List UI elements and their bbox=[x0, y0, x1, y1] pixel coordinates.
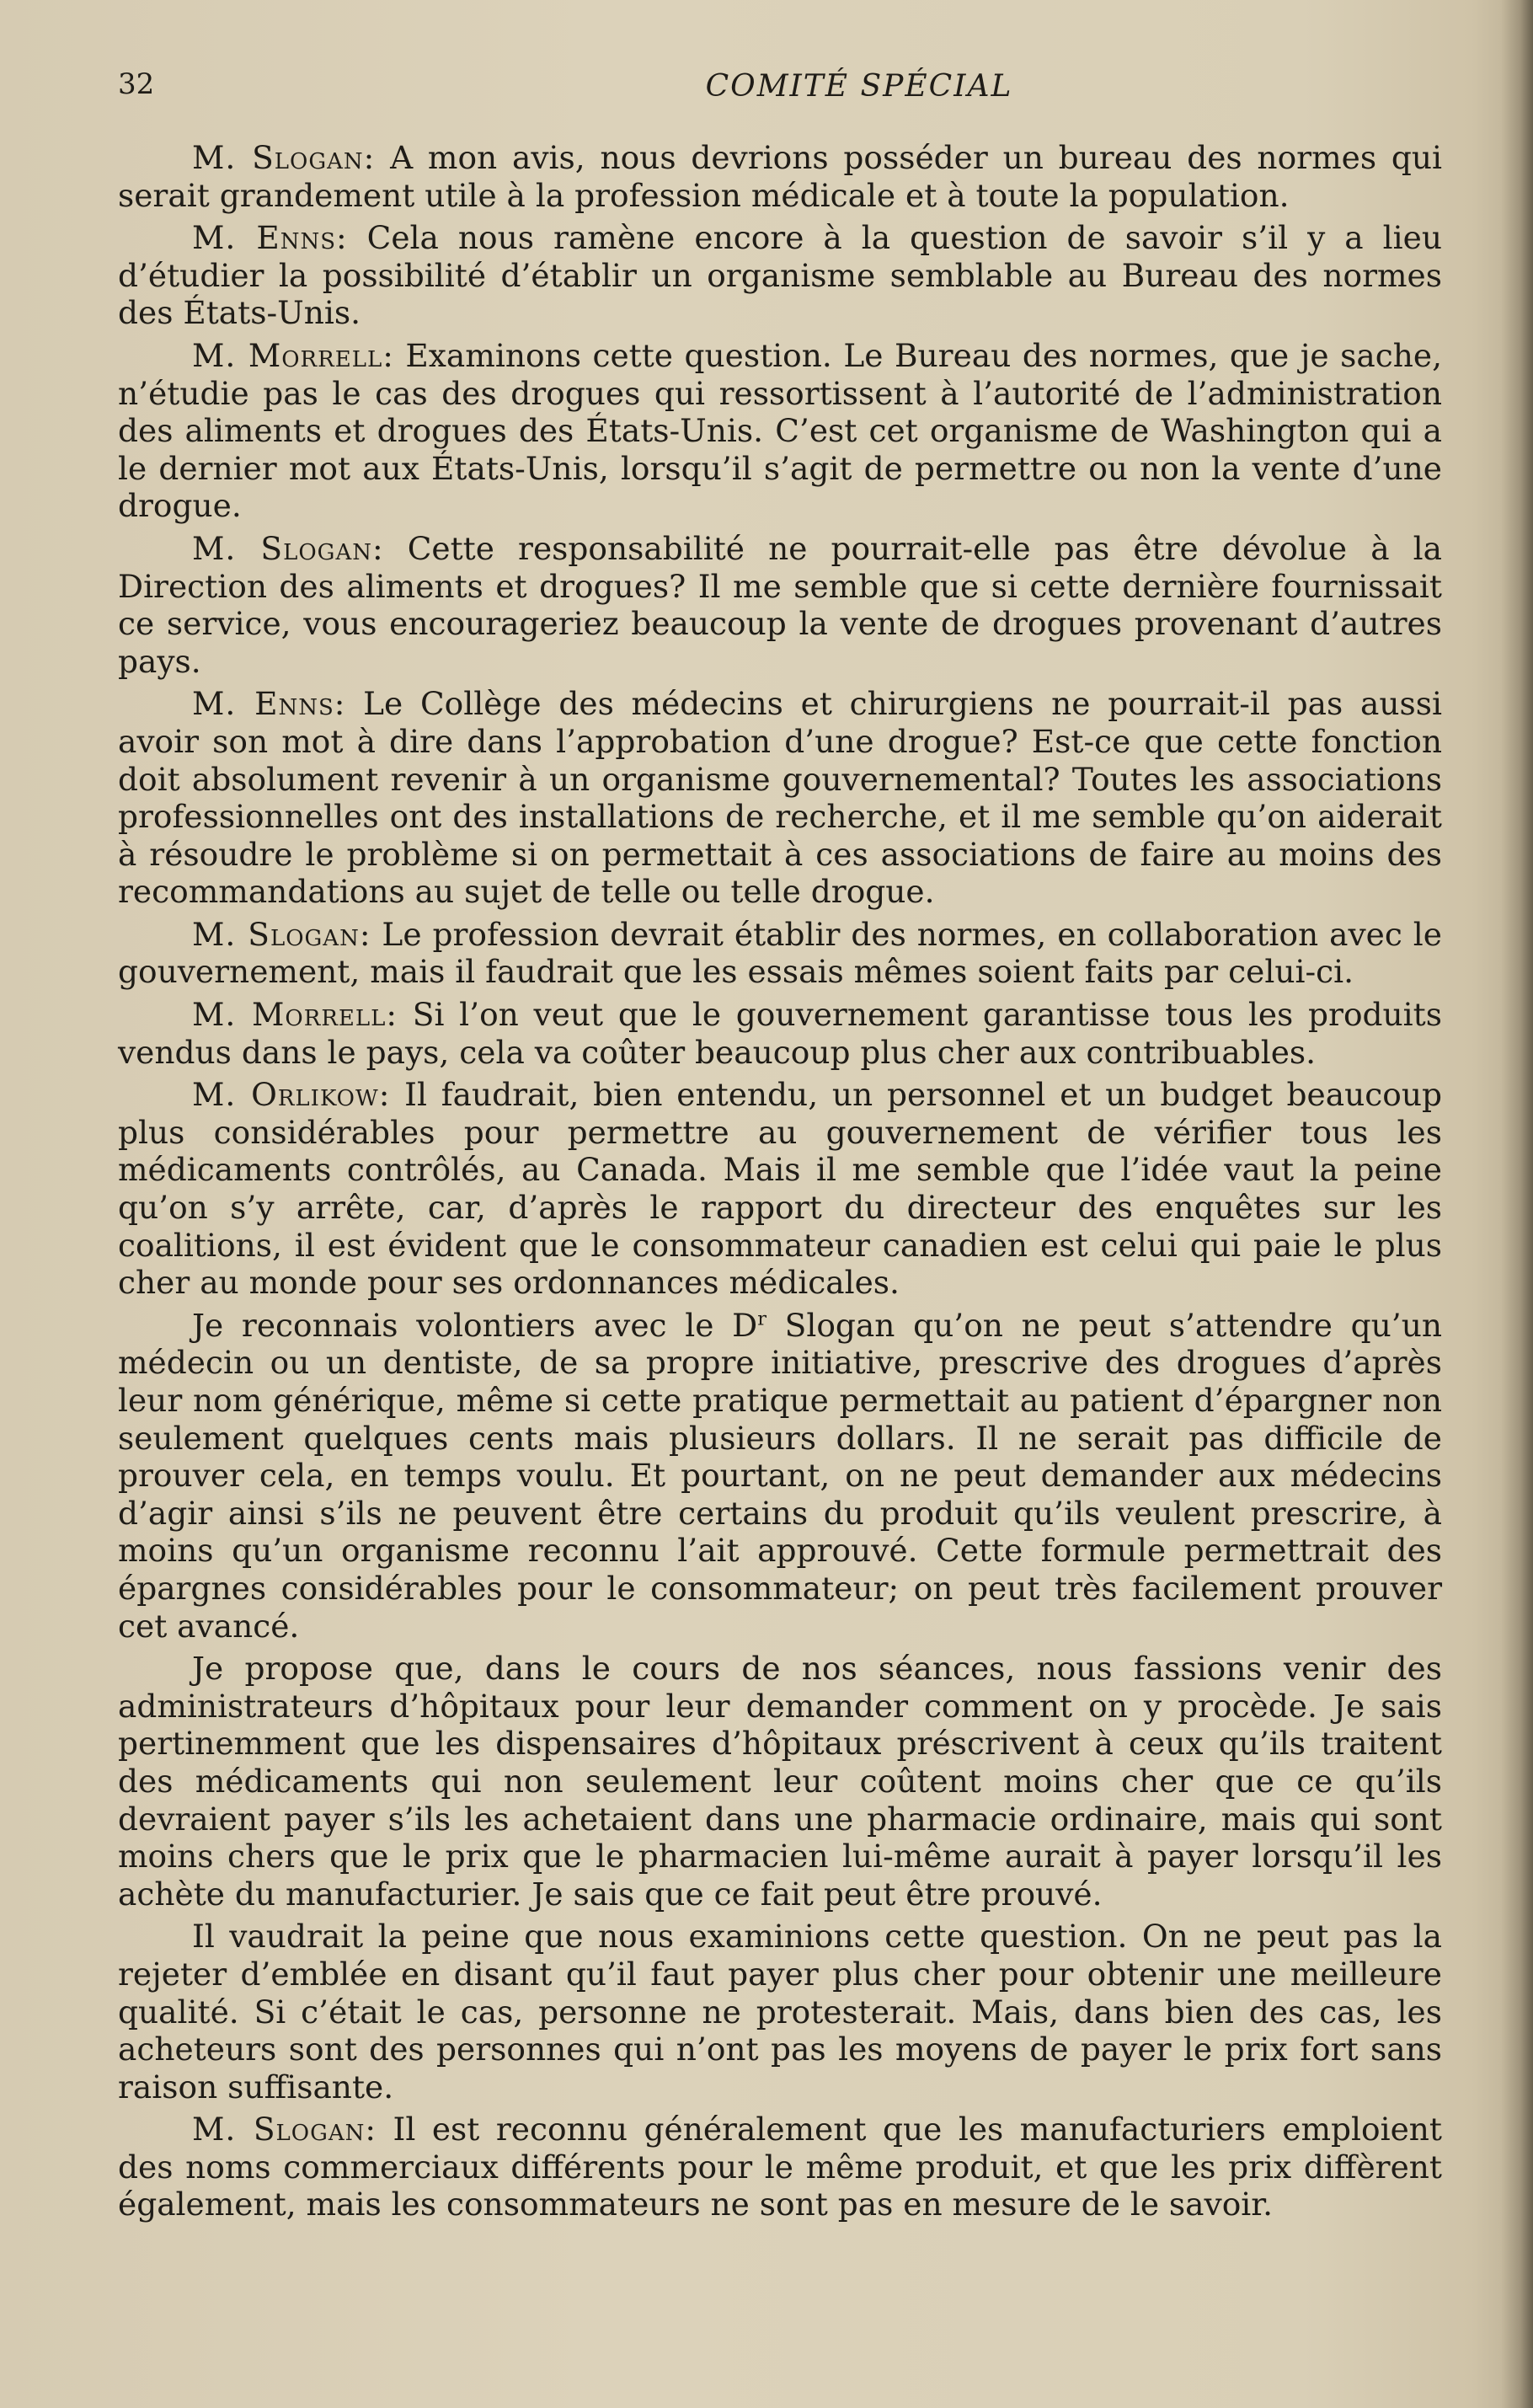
running-title: COMITÉ SPÉCIAL bbox=[705, 69, 1013, 104]
title-superscript: r bbox=[757, 1308, 766, 1330]
page-number: 32 bbox=[118, 67, 155, 101]
body-text bbox=[118, 139, 1442, 2229]
paragraph bbox=[118, 139, 1442, 214]
speaker-name: M. Orlikow: bbox=[192, 1076, 391, 1114]
paragraph bbox=[118, 2111, 1442, 2223]
paragraph-text: Le Collège des médecins et chirurgiens ne pourrait-il pas aussi avoir son mot à dire dans l’approbation d’une drogue? Est-ce que cette fonction doit absolument revenir à un organisme gouvernemental? Toutes les associations professionnelles ont des installations de recherche, et il me semble qu’on aiderait à résoudre le problème si on permettait à ces associations de faire au moins des recommandations au sujet de telle ou telle drogue. bbox=[118, 685, 1442, 911]
paragraph bbox=[118, 996, 1442, 1071]
paragraph-text: Examinons cette question. Le Bureau des normes, que je sache, n’étudie pas le cas des drogues qui ressortissent à l’autorité de l’administration des aliments et drogues des États-Unis. C’est cet organisme de Washington qui a le dernier mot aux États-Unis, lorsqu’il s’agit de permettre ou non la vente d’une drogue. bbox=[118, 336, 1442, 525]
speaker-name: M. Enns: bbox=[192, 685, 346, 723]
paragraph-text: Si l’on veut que le gouvernement garantisse tous les produits vendus dans le pays, cela va coûter beaucoup plus cher aux contribuables. bbox=[118, 996, 1442, 1071]
paragraph bbox=[118, 916, 1442, 991]
paragraph-text: Il est reconnu généralement que les manufacturiers emploient des noms commerciaux différents pour le même produit, et que les prix diffèrent également, mais les consommateurs ne sont pas en mesure de le savoir. bbox=[118, 2111, 1442, 2223]
page-edge-shadow bbox=[1501, 0, 1533, 2408]
paragraph-text: Cette responsabilité ne pourrait-elle pas être dévolue à la Direction des aliments et drogues? Il me semble que si cette dernière fournissait ce service, vous encourageriez beaucoup la vente de drogues provenant d’autres pays. bbox=[118, 529, 1442, 680]
speaker-name: M. Slogan: bbox=[192, 139, 376, 176]
paragraph-text: A mon avis, nous devrions posséder un bureau des normes qui serait grandement utile à la profession médicale et à toute la population. bbox=[118, 139, 1442, 214]
paragraph bbox=[118, 1076, 1442, 1302]
paragraph bbox=[118, 337, 1442, 525]
paragraph-text: Le profession devrait établir des normes, en collaboration avec le gouvernement, mais il faudrait que les essais mêmes soient faits par celui-ci. bbox=[118, 915, 1442, 991]
paragraph-text: Je reconnais volontiers avec le D bbox=[192, 1306, 758, 1344]
paragraph-text-continued: Slogan qu’on ne peut s’attendre qu’un médecin ou un dentiste, de sa propre initiative, prescrive des drogues d’après leur nom générique, même si cette pratique permettait au patient d’épargner non seulement quelques cents mais plusieurs dollars. Il ne serait pas difficile de prouver cela, en temps voulu. Et pourtant, on ne peut demander aux médecins d’agir ainsi s’ils ne peuvent être certains du produit qu’ils veulent prescrire, à moins qu’un organisme reconnu l’ait approuvé. Cette formule permettrait des épargnes considérables pour le consommateur; on peut très facilement prouver cet avancé. bbox=[118, 1306, 1442, 1645]
paragraph bbox=[118, 1650, 1442, 1913]
speaker-name: M. Slogan: bbox=[192, 2111, 377, 2148]
paragraph-text: Cela nous ramène encore à la question de savoir s’il y a lieu d’étudier la possibilité d’établir un organisme semblable au Bureau des normes des États-Unis. bbox=[118, 219, 1442, 332]
paragraph bbox=[118, 685, 1442, 911]
speaker-name: M. Slogan: bbox=[192, 915, 371, 953]
page-header bbox=[118, 67, 1440, 110]
speaker-name: M. Enns: bbox=[192, 219, 348, 257]
paragraph-text: Il vaudrait la peine que nous examinions cette question. On ne peut pas la rejeter d’emblée en disant qu’il faut payer plus cher pour obtenir une meilleure qualité. Si c’était le cas, personne ne protesterait. Mais, dans bien des cas, les acheteurs sont des personnes qui n’ont pas les moyens de payer le prix fort sans raison suffisante. bbox=[118, 1918, 1442, 2106]
paragraph bbox=[118, 1918, 1442, 2106]
speaker-name: M. Morrell: bbox=[192, 336, 394, 374]
paragraph-text: Il faudrait, bien entendu, un personnel et un budget beaucoup plus considérables pour permettre au gouvernement de vérifier tous les médicaments contrôlés, au Canada. Mais il me semble que l’idée vaut la peine qu’on s’y arrête, car, d’après le rapport du directeur des enquêtes sur les coalitions, il est évident que le consommateur canadien est celui qui paie le plus cher au monde pour ses ordonnances médicales. bbox=[118, 1076, 1442, 1302]
speaker-name: M. Morrell: bbox=[192, 996, 398, 1034]
paragraph-text: Je propose que, dans le cours de nos séances, nous fassions venir des administrateurs d’hôpitaux pour leur demander comment on y procède. Je sais pertinemment que les dispensaires d’hôpitaux préscrivent à ceux qu’ils traitent des médicaments qui non seulement leur coûtent moins cher que ce qu’ils devraient payer s’ils les achetaient dans une pharmacie ordinaire, mais qui sont moins chers que le prix que le pharmacien lui-même aurait à payer lorsqu’il les achète du manufacturier. Je sais que ce fait peut être prouvé. bbox=[118, 1650, 1442, 1913]
paragraph bbox=[118, 530, 1442, 680]
paragraph bbox=[118, 219, 1442, 332]
paragraph bbox=[118, 1307, 1442, 1645]
speaker-name: M. Slogan: bbox=[192, 529, 384, 567]
